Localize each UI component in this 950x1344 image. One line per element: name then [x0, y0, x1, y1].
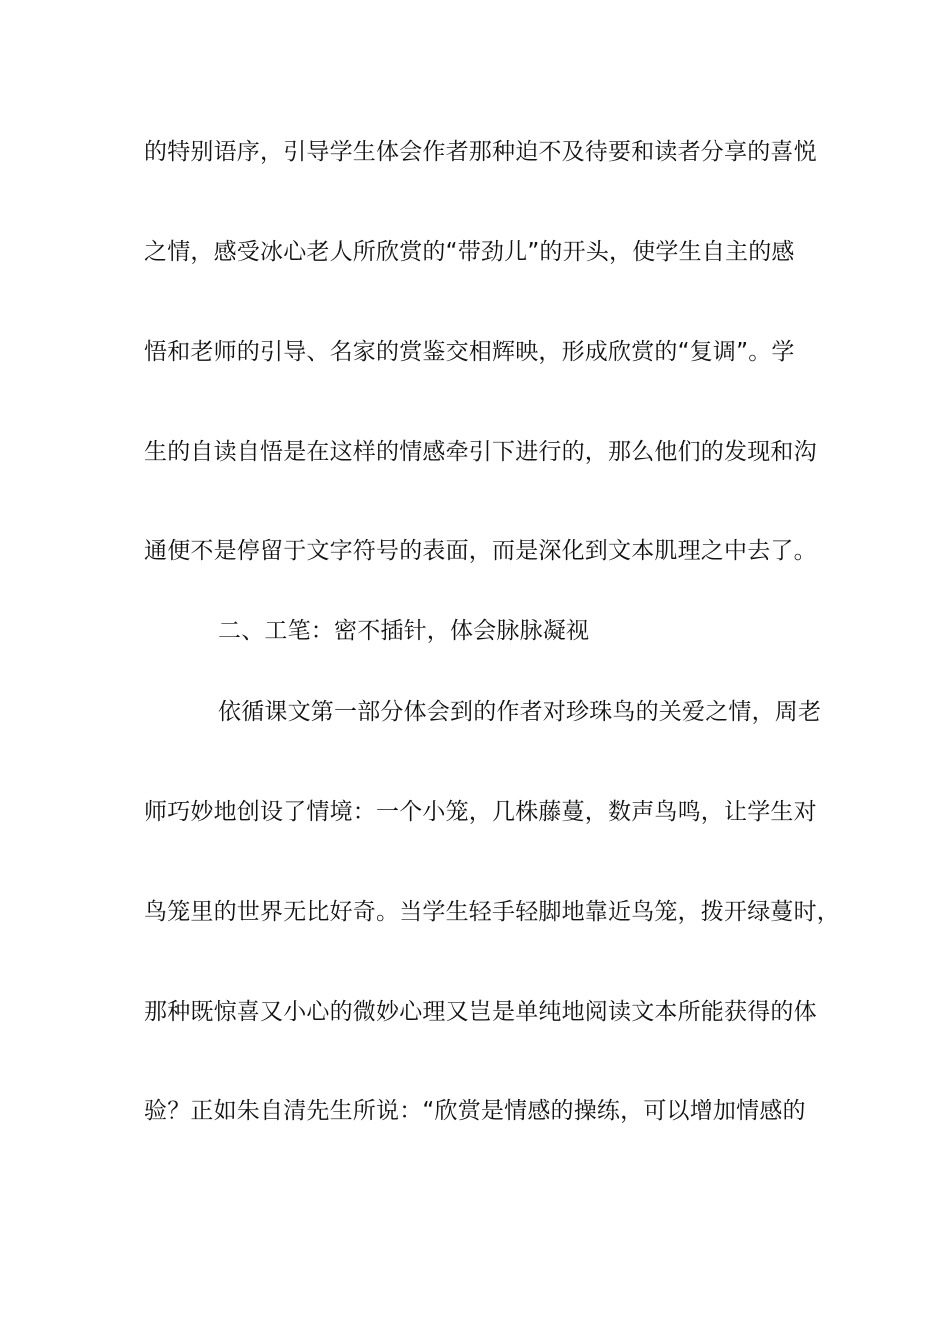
paragraph-line: 的特别语序，引导学生体会作者那种迫不及待要和读者分享的喜悦 — [144, 139, 817, 165]
paragraph-line: 那种既惊喜又小心的微妙心理又岂是单纯地阅读文本所能获得的体 — [144, 999, 817, 1025]
paragraph-line: 师巧妙地创设了情境：一个小笼，几株藤蔓，数声鸟鸣，让学生对 — [144, 799, 817, 825]
paragraph-line: 之情，感受冰心老人所欣赏的“带劲儿”的开头，使学生自主的感 — [144, 239, 795, 265]
paragraph-line: 依循课文第一部分体会到的作者对珍珠鸟的关爱之情，周老 — [218, 699, 822, 725]
section-heading: 二、工笔：密不插针，体会脉脉凝视 — [218, 618, 590, 644]
paragraph-line: 验？正如朱自清先生所说：“欣赏是情感的操练，可以增加情感的 — [144, 1098, 806, 1124]
paragraph-line: 通便不是停留于文字符号的表面，而是深化到文本肌理之中去了。 — [144, 538, 817, 564]
paragraph-line: 鸟笼里的世界无比好奇。当学生轻手轻脚地靠近鸟笼，拨开绿蔓时， — [144, 899, 840, 925]
paragraph-line: 生的自读自悟是在这样的情感牵引下进行的，那么他们的发现和沟 — [144, 439, 817, 465]
paragraph-line: 悟和老师的引导、名家的赏鉴交相辉映，形成欣赏的“复调”。学 — [144, 339, 795, 365]
